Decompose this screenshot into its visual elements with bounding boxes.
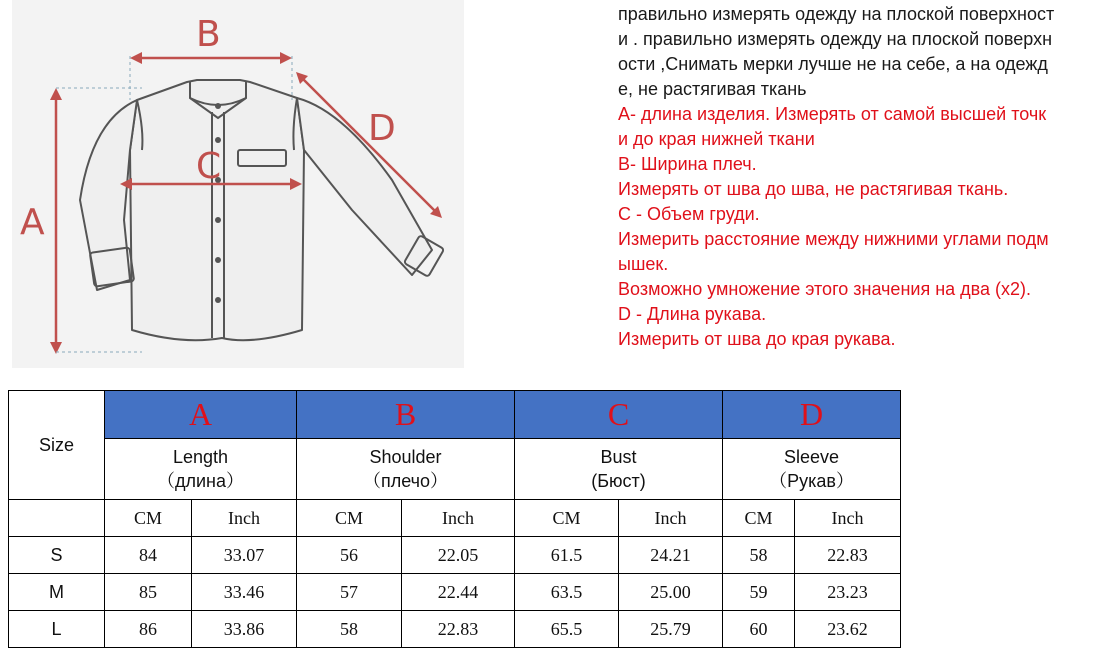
column-name-ru: (Бюст) [591,471,646,491]
table-row-s [9,537,901,574]
column-name: Sleeve [784,447,840,467]
label-a: A [20,202,45,243]
letter-header-row [9,391,901,439]
instruction-d-title: D - Длина рукава. [618,304,767,324]
sleeve-cm: 60 [723,611,795,648]
instruction-line: и . правильно измерять одежду на плоской поверхн [618,29,1053,49]
length-cm: 84 [105,537,192,574]
sleeve-inch: 23.23 [795,574,901,611]
shoulder-inch: 22.44 [402,574,515,611]
shoulder-cm: 58 [297,611,402,648]
unit-inch: Inch [795,500,901,537]
bust-cm: 63.5 [515,574,619,611]
instruction-c-title: C - Объем груди. [618,204,760,224]
unit-inch: Inch [619,500,723,537]
bust-inch: 24.21 [619,537,723,574]
column-letter-b: B [297,391,515,439]
column-letter-d: D [723,391,901,439]
unit-cm: CM [723,500,795,537]
measurement-instructions [618,2,1102,352]
table-row-m [9,574,901,611]
sleeve-cm: 58 [723,537,795,574]
column-letter-a: A [105,391,297,439]
bust-inch: 25.00 [619,574,723,611]
size-chart-table [8,390,901,648]
unit-cm: CM [297,500,402,537]
bust-cm: 61.5 [515,537,619,574]
unit-cm: CM [105,500,192,537]
instruction-c-note: Возможно умножение этого значения на два (x2). [618,279,1032,299]
column-header-sleeve [723,439,901,500]
length-inch: 33.07 [192,537,297,574]
column-name: Shoulder [369,447,442,467]
column-name-ru: （Рукав） [769,471,854,491]
unit-header-row [9,500,901,537]
instruction-b-title: B- Ширина плеч. [618,154,757,174]
label-d: D [368,108,396,149]
table-row-l [9,611,901,648]
column-header-shoulder [297,439,515,500]
shoulder-inch: 22.83 [402,611,515,648]
column-name: Bust [600,447,637,467]
shoulder-inch: 22.05 [402,537,515,574]
instruction-b-text: Измерять от шва до шва, не растягивая ткань. [618,179,1009,199]
column-header-length [105,439,297,500]
instruction-d-text: Измерить от шва до края рукава. [618,329,896,349]
empty-cell [9,500,105,537]
instruction-a-text: и до края нижней ткани [618,129,815,149]
size-label: S [9,537,105,574]
shirt-measurement-diagram [12,0,464,368]
size-label: L [9,611,105,648]
instruction-line: е, не растягивая ткань [618,79,807,99]
bust-inch: 25.79 [619,611,723,648]
length-inch: 33.86 [192,611,297,648]
column-name-ru: （длина） [157,471,245,491]
column-name: Length [172,447,229,467]
size-label: M [9,574,105,611]
parameter-header-row [9,439,901,500]
instruction-c-text: Измерить расстояние между нижними углами подм [618,229,1049,249]
column-header-bust [515,439,723,500]
sleeve-inch: 22.83 [795,537,901,574]
label-b: B [196,14,221,55]
label-c: C [196,146,222,187]
instruction-line: правильно измерять одежду на плоской поверхност [618,4,1055,24]
unit-inch: Inch [402,500,515,537]
length-inch: 33.46 [192,574,297,611]
bust-cm: 65.5 [515,611,619,648]
size-header: Size [9,391,105,500]
instruction-a-title: A- длина изделия. Измерять от самой высшей точк [618,104,1047,124]
column-letter-c: C [515,391,723,439]
unit-inch: Inch [192,500,297,537]
instruction-line: ости ,Снимать мерки лучше не на себе, а на одежд [618,54,1048,74]
column-name-ru: （плечо） [362,471,449,491]
length-cm: 86 [105,611,192,648]
sleeve-inch: 23.62 [795,611,901,648]
shoulder-cm: 56 [297,537,402,574]
length-cm: 85 [105,574,192,611]
shirt-diagram-svg [12,0,464,368]
shoulder-cm: 57 [297,574,402,611]
instruction-c-text: ышек. [618,254,669,274]
unit-cm: CM [515,500,619,537]
sleeve-cm: 59 [723,574,795,611]
